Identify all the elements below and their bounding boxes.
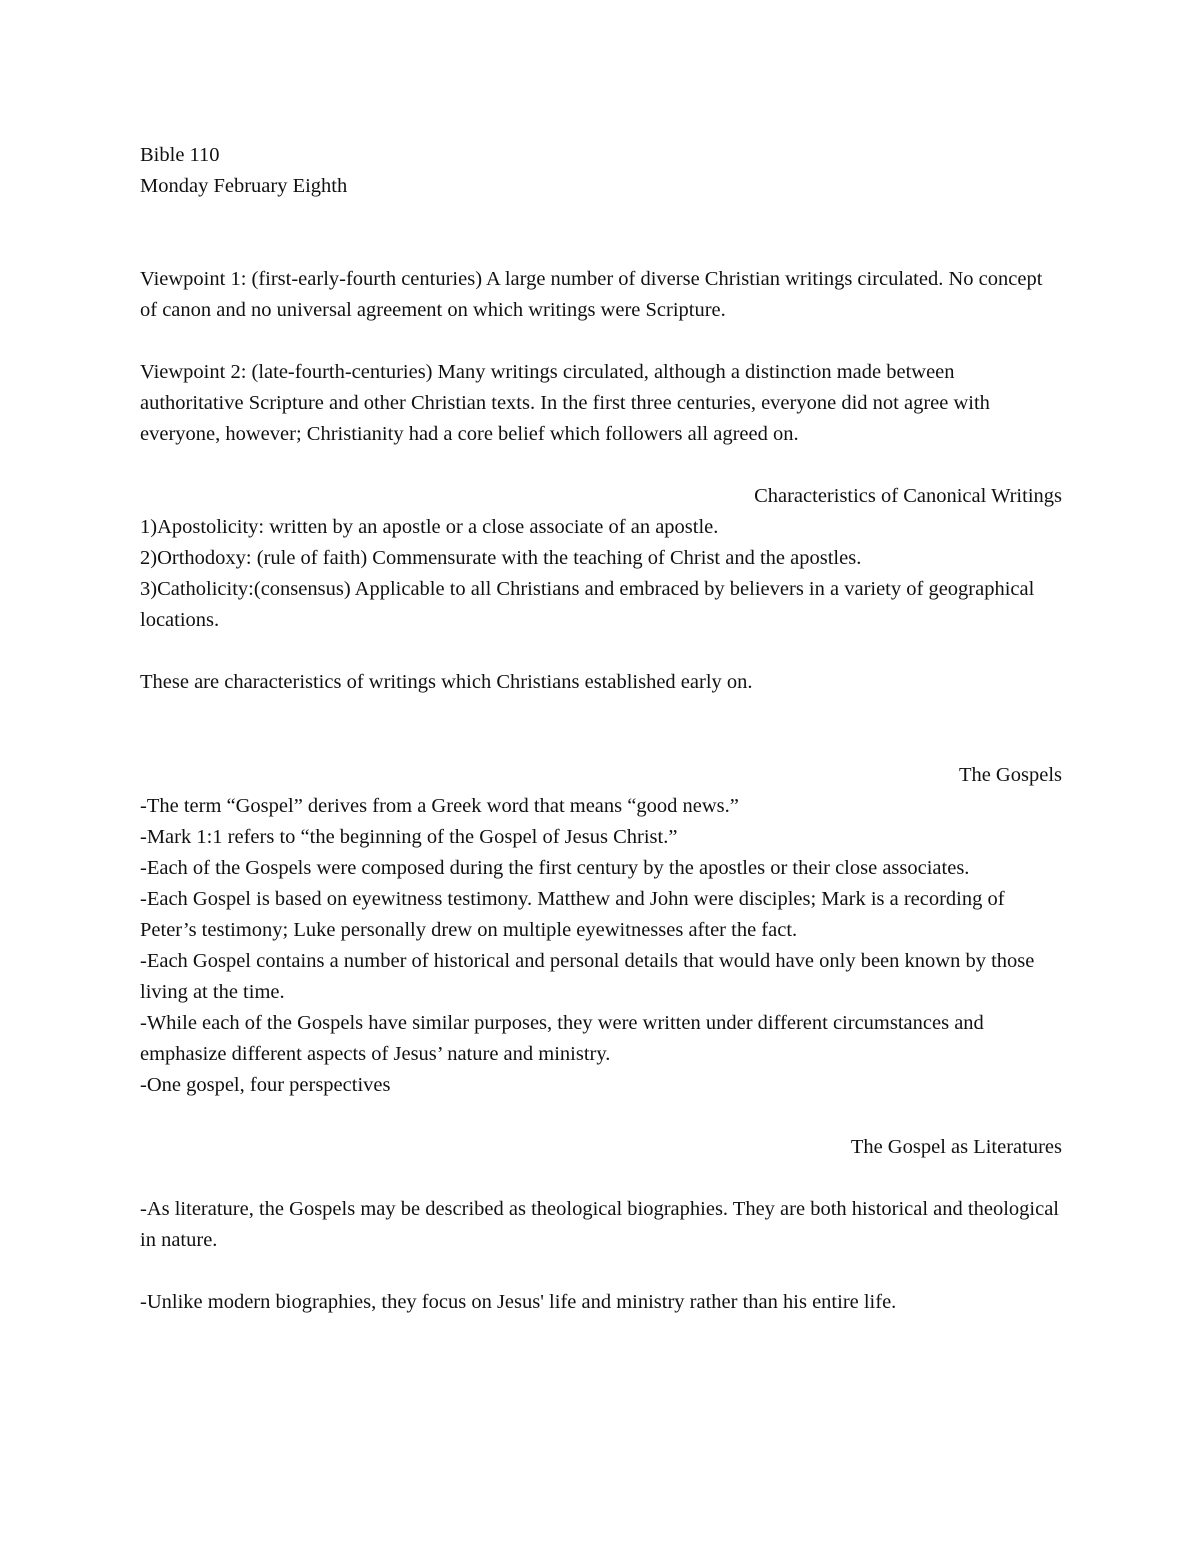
list-item: -Each of the Gospels were composed during the first century by the apostles or their close associates.	[140, 857, 970, 879]
spacer	[140, 450, 1062, 481]
section-heading-literature: The Gospel as Literatures	[850, 1136, 1062, 1158]
course-title: Bible 110	[140, 144, 220, 166]
document-page	[140, 140, 1062, 1318]
spacer	[140, 326, 1062, 357]
gospels-list	[140, 791, 1062, 1101]
spacer	[140, 202, 1062, 264]
list-item: -Mark 1:1 refers to “the beginning of the Gospel of Jesus Christ.”	[140, 826, 678, 848]
list-item: -The term “Gospel” derives from a Greek word that means “good news.”	[140, 795, 739, 817]
list-item: -While each of the Gospels have similar purposes, they were written under different circumstances and emphasize different aspects of Jesus’ nature and ministry.	[140, 1012, 984, 1065]
spacer	[140, 636, 1062, 667]
spacer	[140, 1256, 1062, 1287]
list-item: -One gospel, four perspectives	[140, 1074, 391, 1096]
spacer	[140, 698, 1062, 760]
canonical-note: These are characteristics of writings which Christians established early on.	[140, 671, 753, 693]
list-item: 2)Orthodoxy: (rule of faith) Commensurate with the teaching of Christ and the apostles.	[140, 547, 862, 569]
list-item: -Each Gospel is based on eyewitness testimony. Matthew and John were disciples; Mark is a recording of Peter’s testimony; Luke personally drew on multiple eyewitnesses after the fact.	[140, 888, 1005, 941]
list-item: -Each Gospel contains a number of historical and personal details that would have only been known by those living at the time.	[140, 950, 1035, 1003]
viewpoint-1	[140, 264, 1062, 326]
literature-paragraph-2: -Unlike modern biographies, they focus on Jesus' life and ministry rather than his entire life.	[140, 1291, 897, 1313]
viewpoint-2	[140, 357, 1062, 450]
literature-paragraph-1: -As literature, the Gospels may be described as theological biographies. They are both historical and theological in nature.	[140, 1198, 1059, 1251]
canonical-list	[140, 512, 1062, 636]
spacer	[140, 1163, 1062, 1194]
list-item: 3)Catholicity:(consensus) Applicable to all Christians and embraced by believers in a variety of geographical locations.	[140, 578, 1035, 631]
list-item: 1)Apostolicity: written by an apostle or a close associate of an apostle.	[140, 516, 719, 538]
viewpoint-2-text: Viewpoint 2: (late-fourth-centuries) Many writings circulated, although a distinction made between authoritative Scripture and other Christian texts. In the first three centuries, everyone did not agree with everyone, however; Christianity had a core belief which followers all agreed on.	[140, 361, 990, 445]
lecture-date: Monday February Eighth	[140, 175, 348, 197]
section-heading-canonical: Characteristics of Canonical Writings	[754, 485, 1062, 507]
spacer	[140, 1101, 1062, 1132]
viewpoint-1-text: Viewpoint 1: (first-early-fourth centuries) A large number of diverse Christian writings circulated. No concept of canon and no universal agreement on which writings were Scripture.	[140, 268, 1043, 321]
section-heading-gospels: The Gospels	[958, 764, 1062, 786]
